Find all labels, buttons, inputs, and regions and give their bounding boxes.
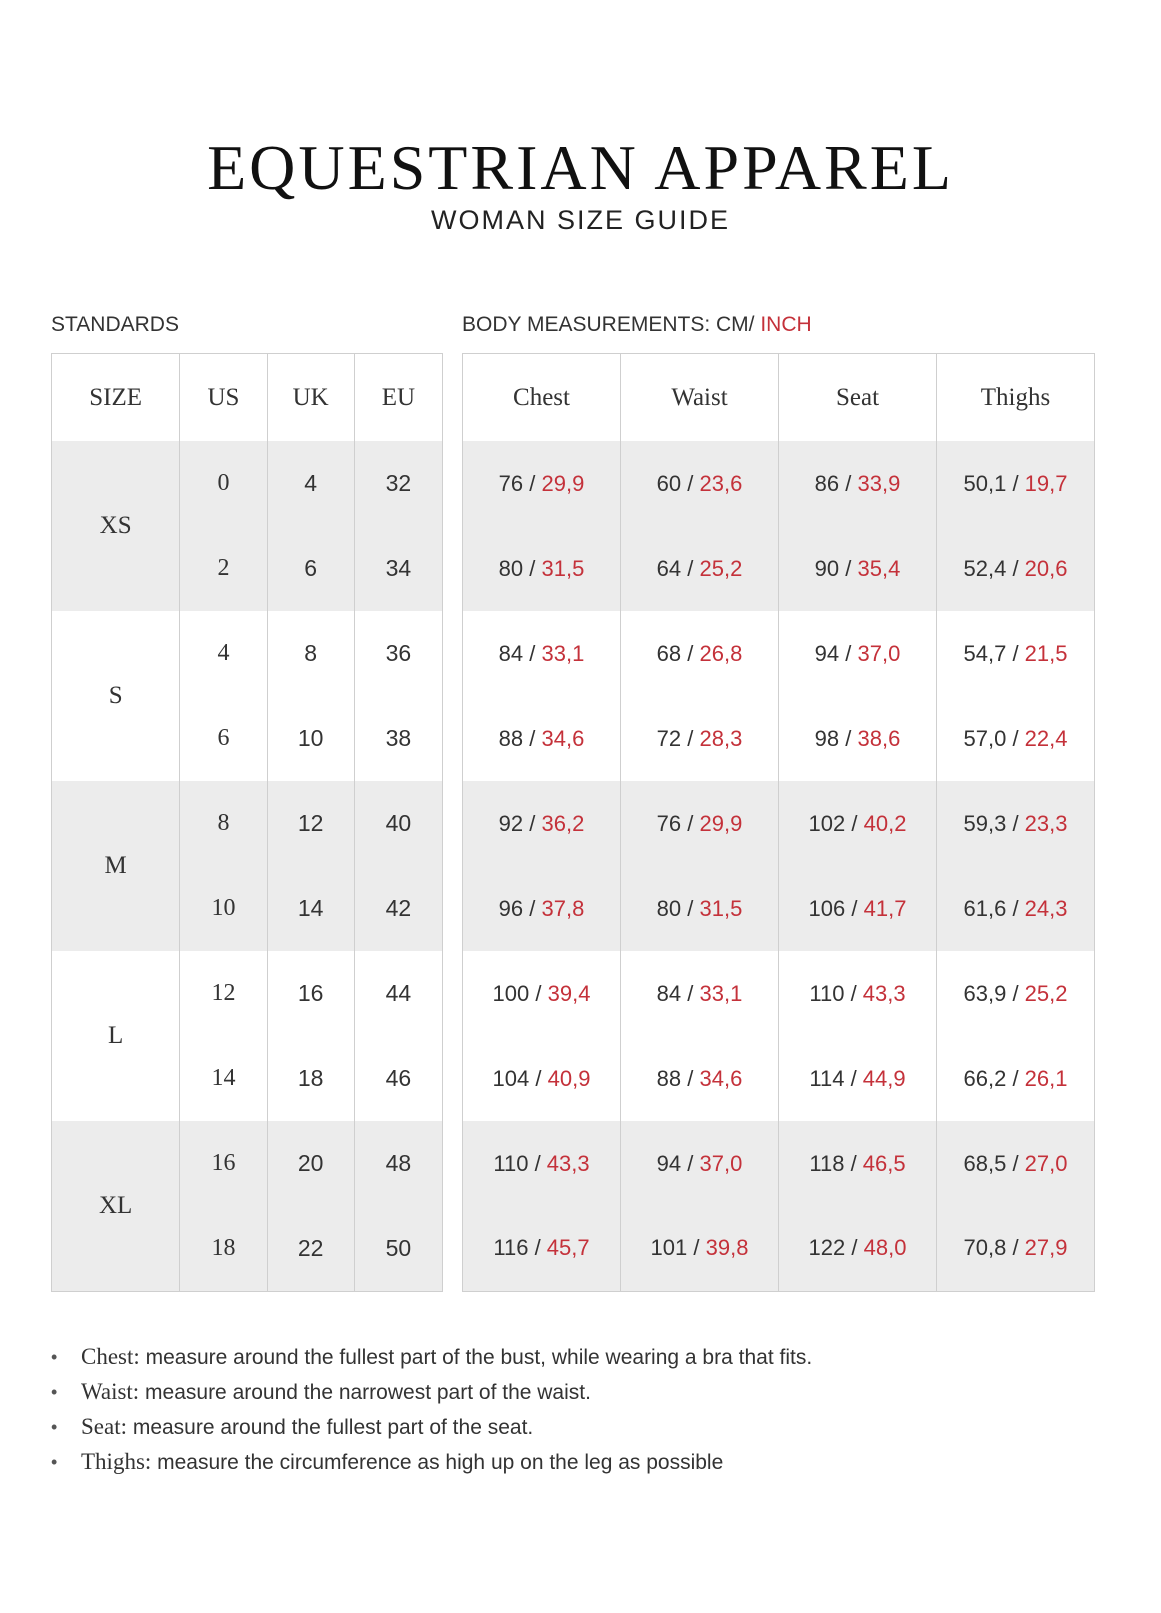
seat-cell [779, 866, 937, 951]
cm-value: 94 [656, 1150, 682, 1176]
separator: / [681, 895, 700, 921]
chest-cell [463, 1036, 621, 1121]
eu-cell: 34 [354, 526, 442, 611]
separator: / [1006, 810, 1025, 836]
separator: / [1006, 555, 1025, 581]
cm-value: 63,9 [963, 980, 1007, 1006]
cm-value: 76 [656, 810, 682, 836]
us-cell: 0 [180, 441, 267, 526]
uk-cell: 22 [267, 1206, 354, 1291]
cm-value: 80 [656, 895, 682, 921]
waist-cell [621, 1121, 779, 1206]
us-cell: 12 [180, 951, 267, 1036]
body-measurements-prefix: BODY MEASUREMENTS: CM/ [462, 313, 761, 336]
separator: / [844, 1150, 863, 1176]
waist-cell [621, 696, 779, 781]
inch-value: 28,3 [699, 725, 743, 751]
eu-cell: 48 [354, 1121, 442, 1206]
note-text: measure around the fullest part of the seat. [127, 1416, 534, 1439]
cm-value: 122 [808, 1235, 846, 1261]
uk-cell: 12 [267, 781, 354, 866]
eu-cell: 50 [354, 1206, 442, 1291]
cm-value: 94 [814, 640, 840, 666]
thighs-cell [937, 526, 1095, 611]
inch-value: 33,9 [857, 470, 901, 496]
cm-value: 100 [492, 980, 530, 1006]
waist-cell [621, 866, 779, 951]
separator: / [528, 1150, 547, 1176]
standards-header-us: US [180, 354, 267, 442]
cm-value: 50,1 [963, 470, 1007, 496]
waist-cell [621, 1036, 779, 1121]
cm-value: 90 [814, 555, 840, 581]
cm-value: 96 [498, 895, 524, 921]
inch-value: 27,9 [1024, 1235, 1068, 1261]
eu-cell: 32 [354, 441, 442, 526]
inch-value: 36,2 [541, 810, 585, 836]
chest-cell [463, 866, 621, 951]
cm-value: 61,6 [963, 895, 1007, 921]
table-row [463, 526, 1095, 611]
note-text: measure the circumference as high up on the leg as possible [151, 1451, 724, 1474]
inch-value: 41,7 [863, 895, 907, 921]
inch-value: 23,3 [1024, 810, 1068, 836]
inch-value: 23,6 [699, 470, 743, 496]
thighs-cell [937, 441, 1095, 526]
cm-value: 84 [498, 640, 524, 666]
size-cell: S [52, 611, 180, 781]
inch-value: 26,8 [699, 640, 743, 666]
note-term: Chest: [81, 1344, 140, 1369]
seat-cell [779, 1121, 937, 1206]
separator: / [839, 725, 858, 751]
cm-value: 86 [814, 470, 840, 496]
chest-cell [463, 1121, 621, 1206]
us-cell: 10 [180, 866, 267, 951]
standards-header-uk: UK [267, 354, 354, 442]
cm-value: 110 [493, 1150, 529, 1176]
cm-value: 52,4 [963, 555, 1007, 581]
inch-value: 26,1 [1024, 1065, 1068, 1091]
cm-value: 106 [808, 895, 846, 921]
us-cell: 16 [180, 1121, 267, 1206]
table-row [52, 441, 443, 526]
cm-value: 76 [498, 470, 524, 496]
standards-table [51, 353, 443, 1292]
waist-cell [621, 611, 779, 696]
standards-label: STANDARDS [51, 313, 179, 336]
inch-value: 43,3 [546, 1150, 590, 1176]
inch-value: 39,4 [547, 980, 591, 1006]
cm-value: 64 [656, 555, 682, 581]
inch-value: 40,2 [863, 810, 907, 836]
waist-cell [621, 951, 779, 1036]
cm-value: 110 [809, 980, 845, 1006]
inch-value: 37,0 [857, 640, 901, 666]
separator: / [529, 980, 548, 1006]
cm-value: 101 [650, 1235, 688, 1261]
page-title: EQUESTRIAN APPAREL [207, 132, 954, 203]
note-item [51, 1410, 812, 1445]
table-row [52, 611, 443, 696]
separator: / [1006, 1235, 1025, 1261]
cm-value: 57,0 [963, 725, 1007, 751]
bullet-icon: • [51, 1382, 58, 1402]
inch-value: 38,6 [857, 725, 901, 751]
inch-value: 29,9 [541, 470, 585, 496]
separator: / [681, 1150, 700, 1176]
separator: / [681, 640, 700, 666]
chest-cell [463, 526, 621, 611]
inch-value: 29,9 [699, 810, 743, 836]
cm-value: 104 [492, 1065, 530, 1091]
cm-value: 84 [656, 980, 682, 1006]
eu-cell: 42 [354, 866, 442, 951]
measurement-notes [51, 1340, 812, 1480]
inch-value: 31,5 [541, 555, 585, 581]
standards-header-eu: EU [354, 354, 442, 442]
cm-value: 68,5 [963, 1150, 1007, 1176]
cm-value: 102 [808, 810, 846, 836]
inch-value: 37,8 [541, 895, 585, 921]
separator: / [845, 1235, 864, 1261]
bullet-icon: • [51, 1452, 58, 1472]
table-row [463, 1206, 1095, 1291]
inch-value: 34,6 [699, 1065, 743, 1091]
waist-cell [621, 1206, 779, 1291]
separator: / [845, 895, 864, 921]
seat-cell [779, 441, 937, 526]
waist-cell [621, 781, 779, 866]
inch-value: 31,5 [699, 895, 743, 921]
inch-value: 46,5 [862, 1150, 906, 1176]
uk-cell: 20 [267, 1121, 354, 1206]
inch-value: 24,3 [1024, 895, 1068, 921]
separator: / [1006, 470, 1025, 496]
thighs-cell [937, 781, 1095, 866]
cm-value: 88 [656, 1065, 682, 1091]
measurements-header-thighs: Thighs [937, 354, 1095, 442]
separator: / [681, 980, 700, 1006]
inch-value: 19,7 [1024, 470, 1068, 496]
cm-value: 88 [498, 725, 524, 751]
table-row [463, 441, 1095, 526]
separator: / [1006, 640, 1025, 666]
cm-value: 118 [809, 1150, 845, 1176]
table-row [52, 1121, 443, 1206]
separator: / [839, 640, 858, 666]
size-cell: XS [52, 441, 180, 611]
inch-value: 43,3 [862, 980, 906, 1006]
note-term: Waist: [81, 1379, 140, 1404]
inch-value: 25,2 [699, 555, 743, 581]
us-cell: 14 [180, 1036, 267, 1121]
measurements-header-waist: Waist [621, 354, 779, 442]
note-item [51, 1445, 812, 1480]
separator: / [687, 1235, 706, 1261]
table-row [463, 866, 1095, 951]
us-cell: 18 [180, 1206, 267, 1291]
thighs-cell [937, 1121, 1095, 1206]
seat-cell [779, 781, 937, 866]
separator: / [523, 470, 542, 496]
cm-value: 59,3 [963, 810, 1007, 836]
eu-cell: 46 [354, 1036, 442, 1121]
cm-value: 66,2 [963, 1065, 1007, 1091]
separator: / [523, 725, 542, 751]
note-item [51, 1375, 812, 1410]
separator: / [839, 555, 858, 581]
separator: / [839, 470, 858, 496]
size-cell: L [52, 951, 180, 1121]
uk-cell: 10 [267, 696, 354, 781]
thighs-cell [937, 1036, 1095, 1121]
table-row [463, 696, 1095, 781]
separator: / [528, 1235, 547, 1261]
separator: / [681, 810, 700, 836]
inch-value: 35,4 [857, 555, 901, 581]
table-row [52, 951, 443, 1036]
waist-cell [621, 441, 779, 526]
separator: / [1006, 895, 1025, 921]
table-row [463, 1121, 1095, 1206]
body-measurements-label [462, 312, 812, 338]
note-text: measure around the narrowest part of the waist. [139, 1381, 591, 1404]
separator: / [523, 895, 542, 921]
inch-value: 27,0 [1024, 1150, 1068, 1176]
uk-cell: 6 [267, 526, 354, 611]
thighs-cell [937, 951, 1095, 1036]
cm-value: 68 [656, 640, 682, 666]
inch-value: 40,9 [547, 1065, 591, 1091]
cm-value: 70,8 [963, 1235, 1007, 1261]
seat-cell [779, 1036, 937, 1121]
uk-cell: 14 [267, 866, 354, 951]
inch-value: 45,7 [546, 1235, 590, 1261]
inch-value: 37,0 [699, 1150, 743, 1176]
chest-cell [463, 951, 621, 1036]
separator: / [845, 810, 864, 836]
thighs-cell [937, 1206, 1095, 1291]
cm-value: 92 [498, 810, 524, 836]
chest-cell [463, 696, 621, 781]
cm-value: 54,7 [963, 640, 1007, 666]
separator: / [529, 1065, 548, 1091]
note-term: Seat: [81, 1414, 127, 1439]
uk-cell: 4 [267, 441, 354, 526]
separator: / [1006, 1150, 1025, 1176]
eu-cell: 40 [354, 781, 442, 866]
waist-cell [621, 526, 779, 611]
cm-value: 98 [814, 725, 840, 751]
seat-cell [779, 696, 937, 781]
inch-value: 22,4 [1024, 725, 1068, 751]
body-measurements-unit: INCH [760, 313, 812, 336]
cm-value: 72 [656, 725, 682, 751]
seat-cell [779, 1206, 937, 1291]
inch-value: 34,6 [541, 725, 585, 751]
inch-value: 21,5 [1024, 640, 1068, 666]
separator: / [1006, 725, 1025, 751]
uk-cell: 8 [267, 611, 354, 696]
separator: / [1006, 980, 1025, 1006]
bullet-icon: • [51, 1347, 58, 1367]
table-row [463, 781, 1095, 866]
chest-cell [463, 1206, 621, 1291]
measurements-header-seat: Seat [779, 354, 937, 442]
chest-cell [463, 441, 621, 526]
seat-cell [779, 611, 937, 696]
table-row [463, 1036, 1095, 1121]
inch-value: 33,1 [699, 980, 743, 1006]
table-row [463, 951, 1095, 1036]
separator: / [681, 555, 700, 581]
thighs-cell [937, 866, 1095, 951]
seat-cell [779, 951, 937, 1036]
separator: / [844, 980, 863, 1006]
seat-cell [779, 526, 937, 611]
note-text: measure around the fullest part of the bust, while wearing a bra that fits. [139, 1346, 813, 1369]
thighs-cell [937, 696, 1095, 781]
cm-value: 116 [493, 1235, 529, 1261]
separator: / [523, 640, 542, 666]
uk-cell: 18 [267, 1036, 354, 1121]
table-row [463, 611, 1095, 696]
table-row [52, 781, 443, 866]
us-cell: 8 [180, 781, 267, 866]
separator: / [1006, 1065, 1025, 1091]
eu-cell: 38 [354, 696, 442, 781]
separator: / [844, 1065, 863, 1091]
separator: / [523, 810, 542, 836]
inch-value: 48,0 [863, 1235, 907, 1261]
separator: / [681, 1065, 700, 1091]
size-cell: XL [52, 1121, 180, 1291]
inch-value: 33,1 [541, 640, 585, 666]
cm-value: 60 [656, 470, 682, 496]
cm-value: 114 [809, 1065, 845, 1091]
chest-cell [463, 781, 621, 866]
inch-value: 25,2 [1024, 980, 1068, 1006]
standards-header-size: SIZE [52, 354, 180, 442]
thighs-cell [937, 611, 1095, 696]
inch-value: 20,6 [1024, 555, 1068, 581]
note-term: Thighs: [81, 1449, 152, 1474]
page-subtitle: WOMAN SIZE GUIDE [430, 205, 730, 235]
bullet-icon: • [51, 1417, 58, 1437]
separator: / [681, 470, 700, 496]
separator: / [523, 555, 542, 581]
inch-value: 39,8 [705, 1235, 749, 1261]
measurements-table [462, 353, 1095, 1292]
separator: / [681, 725, 700, 751]
measurements-header-chest: Chest [463, 354, 621, 442]
chest-cell [463, 611, 621, 696]
uk-cell: 16 [267, 951, 354, 1036]
size-cell: M [52, 781, 180, 951]
us-cell: 6 [180, 696, 267, 781]
cm-value: 80 [498, 555, 524, 581]
note-item [51, 1340, 812, 1375]
eu-cell: 44 [354, 951, 442, 1036]
us-cell: 4 [180, 611, 267, 696]
us-cell: 2 [180, 526, 267, 611]
inch-value: 44,9 [862, 1065, 906, 1091]
eu-cell: 36 [354, 611, 442, 696]
